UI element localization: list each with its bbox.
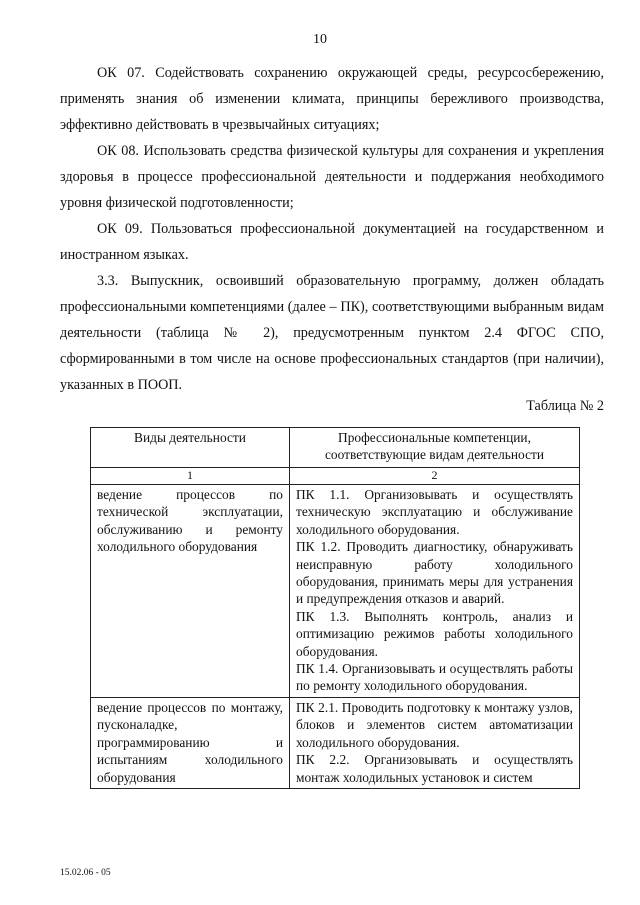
page-number: 10 xyxy=(313,32,327,47)
column-number-2: 2 xyxy=(290,468,580,485)
paragraph-3-3: 3.3. Выпускник, освоивший образовательную программу, должен обладать профессиональными компетенциями (далее – ПК), соответствующими выбранным видам деятельности (таблица № 2), предусмотренным пунктом 2.4 ФГОС СПО, сформированными в том числе на основе профессиональных стандартов (при наличии), указанных в ПООП. xyxy=(60,273,604,393)
footer-document-code: 15.02.06 - 05 xyxy=(60,868,111,878)
table-row xyxy=(91,485,580,698)
table-caption: Таблица № 2 xyxy=(526,398,604,414)
paragraph-ok07: ОК 07. Содействовать сохранению окружающей среды, ресурсосбережению, применять знания об изменении климата, принципы бережливого производства, эффективно действовать в чрезвычайных ситуациях; xyxy=(60,65,604,133)
paragraph-ok08: ОК 08. Использовать средства физической культуры для сохранения и укрепления здоровья в процессе профессиональной деятельности и поддержания необходимого уровня физической подготовленности; xyxy=(60,143,604,211)
column-number-1: 1 xyxy=(91,468,290,485)
body-text xyxy=(60,60,604,398)
competencies-cell xyxy=(290,697,580,788)
competencies-table xyxy=(90,427,580,789)
competency-pk-1-2: ПК 1.2. Проводить диагностику, обнаруживать неисправную работу холодильного оборудования, принимать меры для устранения и предупреждения отказов и аварий. xyxy=(296,539,573,607)
table-number-row xyxy=(91,468,580,485)
table-header-row xyxy=(91,428,580,468)
activity-cell: ведение процессов по монтажу, пусконаладке, программированию и испытаниям холодильного оборудования xyxy=(91,697,290,788)
competency-pk-2-2: ПК 2.2. Организовывать и осуществлять монтаж холодильных установок и систем xyxy=(296,752,573,785)
competency-pk-1-4: ПК 1.4. Организовывать и осуществлять работы по ремонту холодильного оборудования. xyxy=(296,661,573,694)
competency-pk-2-1: ПК 2.1. Проводить подготовку к монтажу узлов, блоков и элементов систем автоматизации холодильного оборудования. xyxy=(296,699,573,750)
table-row xyxy=(91,697,580,788)
header-activities: Виды деятельности xyxy=(91,428,290,468)
paragraph-ok09: ОК 09. Пользоваться профессиональной документацией на государственном и иностранном языках. xyxy=(60,221,604,263)
header-competencies: Профессиональные компетенции, соответствующие видам деятельности xyxy=(290,428,580,468)
competency-pk-1-1: ПК 1.1. Организовывать и осуществлять техническую эксплуатацию и обслуживание холодильного оборудования. xyxy=(296,487,573,537)
competencies-cell xyxy=(290,485,580,698)
activity-cell: ведение процессов по технической эксплуатации, обслуживанию и ремонту холодильного оборудования xyxy=(91,485,290,698)
competency-pk-1-3: ПК 1.3. Выполнять контроль, анализ и оптимизацию режимов работы холодильного оборудования. xyxy=(296,608,573,659)
